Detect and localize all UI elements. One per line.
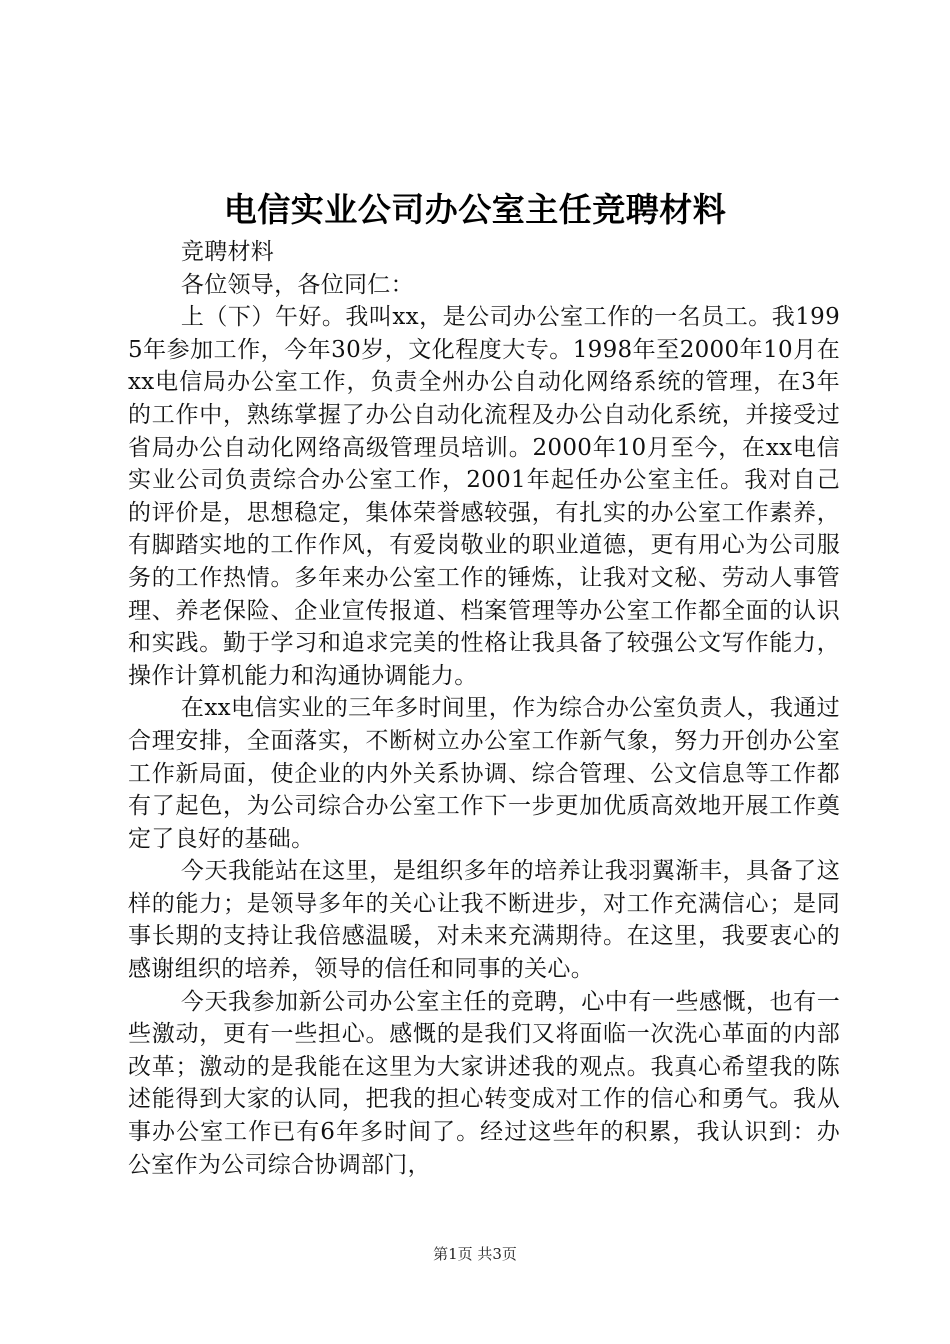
page-number-footer: 第1页 共3页 — [433, 1245, 517, 1263]
document-body — [128, 236, 840, 1181]
paragraph-heading: 竞聘材料 — [180, 239, 275, 265]
paragraph-salutation: 各位领导，各位同仁： — [180, 271, 414, 298]
document-title: 电信实业公司办公室主任竞聘材料 — [223, 190, 727, 229]
paragraph-competition: 今天我参加新公司办公室主任的竞聘，心中有一些感慨，也有一些激动，更有一些担心。感慨的是我们又将面临一次洗心革面的内部改革；激动的是我能在这里为大家讲述我的观点。我真心希望我的陈述能得到大家的认同，把我的担心转变成对工作的信心和勇气。我从事办公室工作已有6年多时间了。经过这些年的积累，我认识到：办公室作为公司综合协调部门， — [128, 988, 840, 1178]
paragraph-introduction: 上（下）午好。我叫xx，是公司办公室工作的一名员工。我1995年参加工作，今年30岁，文化程度大专。1998年至2000年10月在xx电信局办公室工作，负责全州办公自动化网络系统的管理，在3年的工作中，熟练掌握了办公自动化流程及办公自动化系统，并接受过省局办公自动化网络高级管理员培训。2000年10月至今，在xx电信实业公司负责综合办公室工作，2001年起任办公室主任。我对自己的评价是，思想稳定，集体荣誉感较强，有扎实的办公室工作素养，有脚踏实地的工作作风，有爱岗敬业的职业道德，更有用心为公司服务的工作热情。多年来办公室工作的锤炼，让我对文秘、劳动人事管理、养老保险、企业宣传报道、档案管理等办公室工作都全面的认识和实践。勤于学习和追求完美的性格让我具备了较强公文写作能力，操作计算机能力和沟通协调能力。 — [128, 304, 840, 689]
paragraph-experience: 在xx电信实业的三年多时间里，作为综合办公室负责人，我通过合理安排，全面落实，不断树立办公室工作新气象，努力开创办公室工作新局面，使企业的内外关系协调、综合管理、公文信息等工作都有了起色，为公司综合办公室工作下一步更加优质高效地开展工作奠定了良好的基础。 — [128, 695, 840, 852]
paragraph-gratitude: 今天我能站在这里，是组织多年的培养让我羽翼渐丰，具备了这样的能力；是领导多年的关心让我不断进步，对工作充满信心；是同事长期的支持让我倍感温暖，对未来充满期待。在这里，我要衷心的感谢组织的培养，领导的信任和同事的关心。 — [128, 858, 840, 983]
